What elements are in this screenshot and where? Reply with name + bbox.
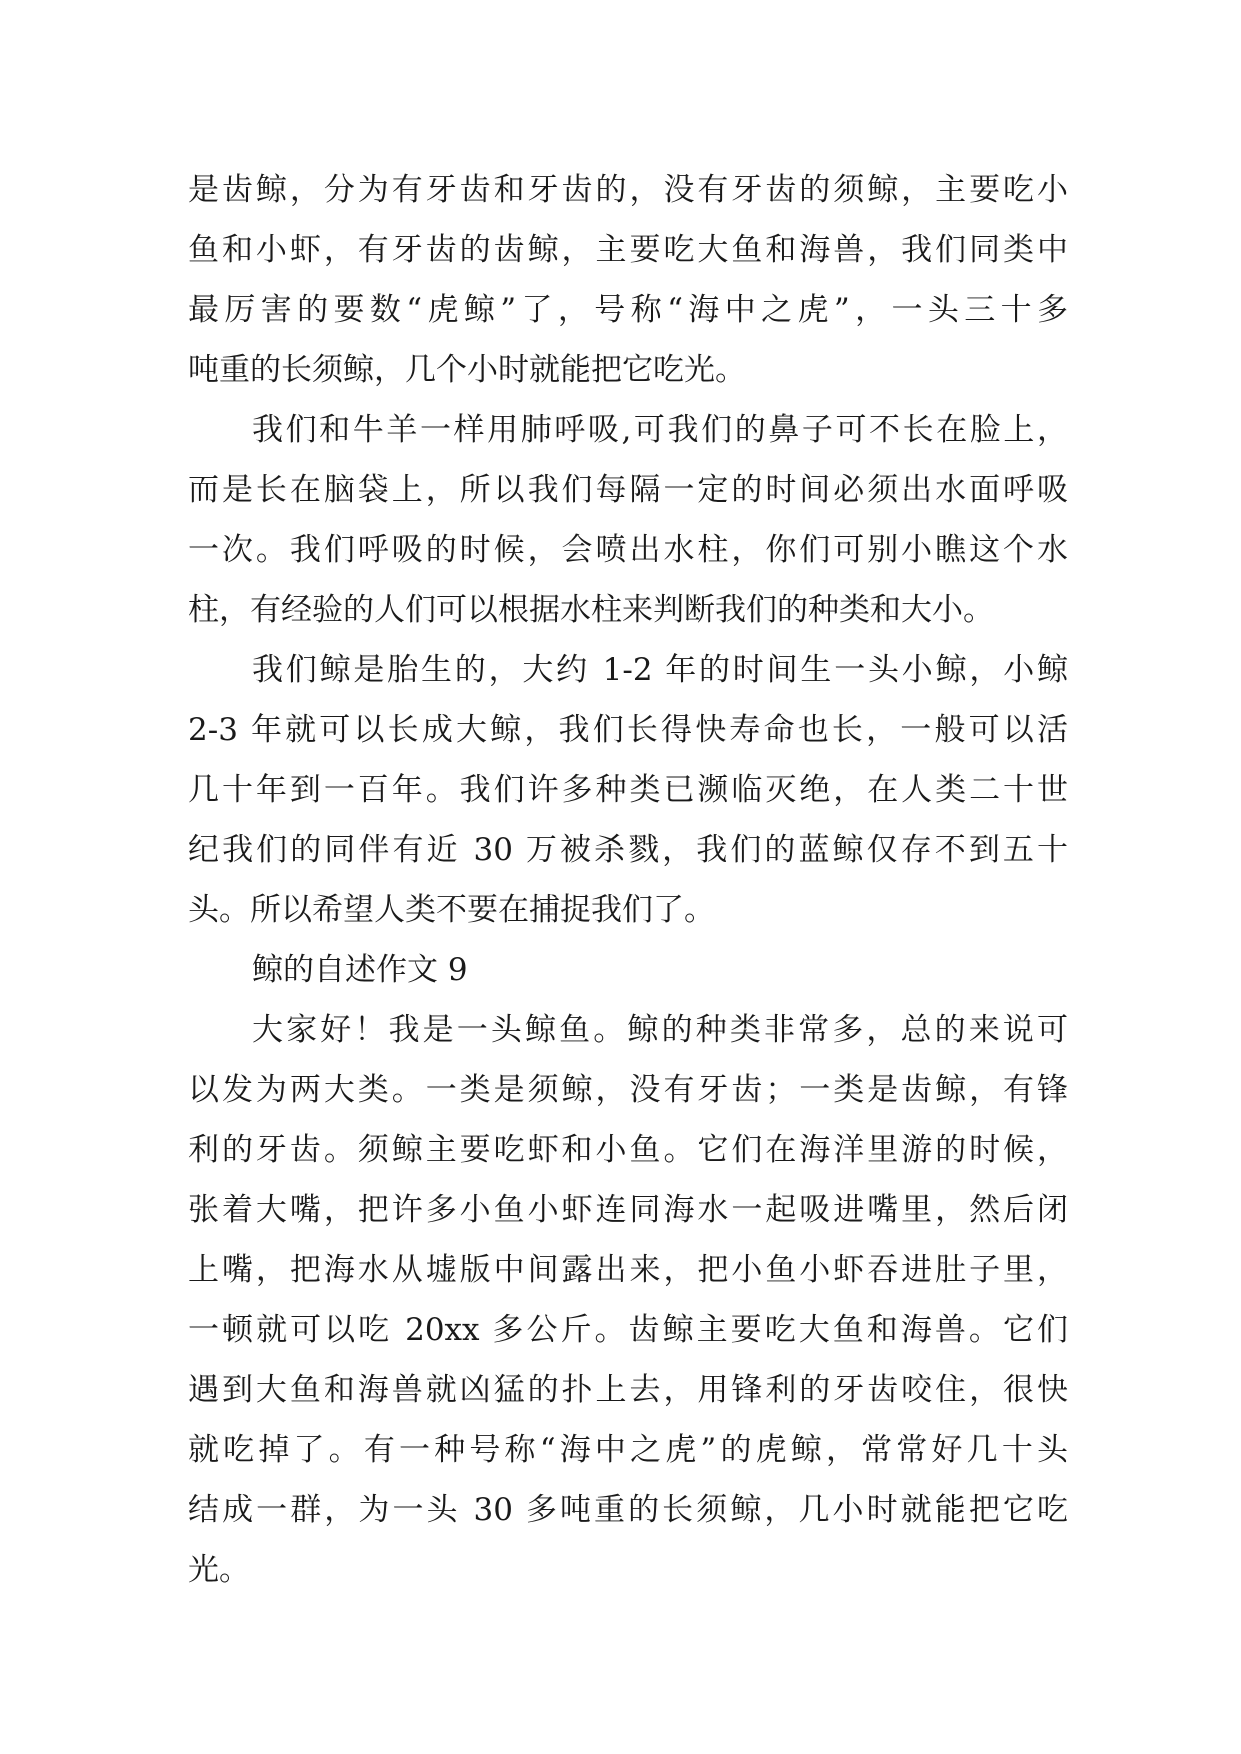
body-text xyxy=(188,160,1068,1600)
text-line: 2-3 年就可以长成大鲸，我们长得快寿命也长，一般可以活 xyxy=(188,712,1068,748)
text-line: 就吃掉了。有一种号称“海中之虎”的虎鲸，常常好几十头 xyxy=(188,1432,1068,1468)
text-line: 吨重的长须鲸，几个小时就能把它吃光。 xyxy=(188,352,746,388)
text-line: 遇到大鱼和海兽就凶猛的扑上去，用锋利的牙齿咬住，很快 xyxy=(188,1372,1068,1408)
paragraph xyxy=(188,400,1068,640)
text-line: 光。 xyxy=(188,1552,250,1588)
text-line: 而是长在脑袋上，所以我们每隔一定的时间必须出水面呼吸 xyxy=(188,472,1068,508)
text-line: 结成一群，为一头 30 多吨重的长须鲸，几小时就能把它吃 xyxy=(188,1492,1068,1528)
paragraph xyxy=(188,640,1068,940)
text-line: 头。所以希望人类不要在捕捉我们了。 xyxy=(188,892,715,928)
text-line: 鱼和小虾，有牙齿的齿鲸，主要吃大鱼和海兽，我们同类中 xyxy=(188,232,1068,268)
text-line: 鲸的自述作文 9 xyxy=(252,952,468,988)
text-line: 我们和牛羊一样用肺呼吸,可我们的鼻子可不长在脸上， xyxy=(252,412,1068,448)
paragraph xyxy=(188,160,1068,400)
text-line: 是齿鲸，分为有牙齿和牙齿的，没有牙齿的须鲸，主要吃小 xyxy=(188,172,1068,208)
text-line: 以发为两大类。一类是须鲸，没有牙齿；一类是齿鲸，有锋 xyxy=(188,1072,1068,1108)
text-line: 纪我们的同伴有近 30 万被杀戮，我们的蓝鲸仅存不到五十 xyxy=(188,832,1068,868)
text-line: 张着大嘴，把许多小鱼小虾连同海水一起吸进嘴里，然后闭 xyxy=(188,1192,1068,1228)
text-line: 利的牙齿。须鲸主要吃虾和小鱼。它们在海洋里游的时候， xyxy=(188,1132,1068,1168)
text-line: 柱，有经验的人们可以根据水柱来判断我们的种类和大小。 xyxy=(188,592,994,628)
text-line: 最厉害的要数“虎鲸”了，号称“海中之虎”，一头三十多 xyxy=(188,292,1068,328)
text-line: 我们鲸是胎生的，大约 1-2 年的时间生一头小鲸，小鲸 xyxy=(252,652,1068,688)
section-heading xyxy=(188,940,1068,1000)
text-line: 大家好！我是一头鲸鱼。鲸的种类非常多，总的来说可 xyxy=(252,1012,1068,1048)
paragraph xyxy=(188,1000,1068,1600)
text-line: 一次。我们呼吸的时候，会喷出水柱，你们可别小瞧这个水 xyxy=(188,532,1068,568)
text-line: 一顿就可以吃 20xx 多公斤。齿鲸主要吃大鱼和海兽。它们 xyxy=(188,1312,1068,1348)
text-line: 几十年到一百年。我们许多种类已濒临灭绝，在人类二十世 xyxy=(188,772,1068,808)
text-line: 上嘴，把海水从墟版中间露出来，把小鱼小虾吞进肚子里， xyxy=(188,1252,1068,1288)
